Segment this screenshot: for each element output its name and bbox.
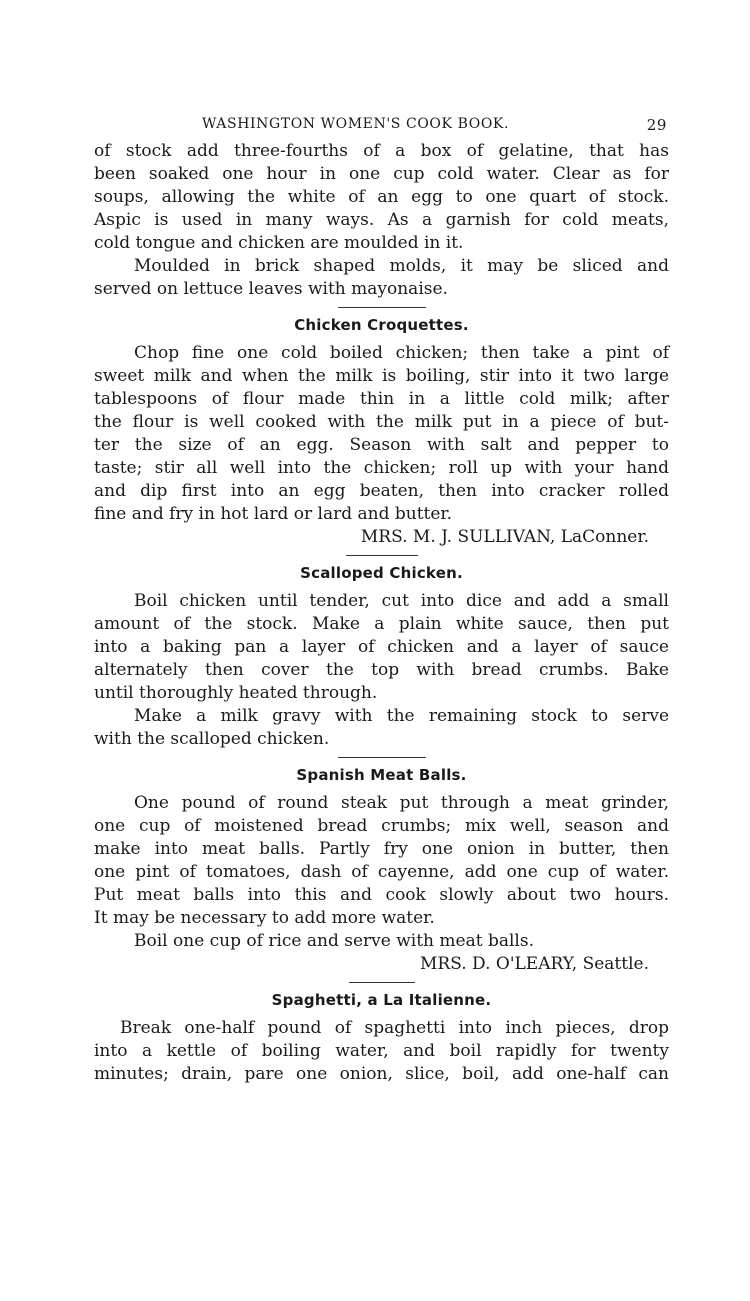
meatballs-signature: MRS. D. O'LEARY, Seattle. [420, 954, 649, 974]
aspic-paragraph-2-cont [94, 278, 669, 301]
text-line: fine and fry in hot lard or lard and butter. [94, 504, 453, 524]
text-line: of stock add three-fourths of a box of gelatine, that has [94, 141, 669, 161]
section-divider [338, 757, 426, 758]
croquettes-paragraph [94, 365, 669, 526]
text-line: soups, allowing the white of an egg to one quart of stock. [94, 187, 669, 207]
text-line: alternately then cover the top with bread crumbs. Bake [94, 660, 669, 680]
recipe-title-spanish-meat-balls: Spanish Meat Balls. [296, 766, 467, 784]
text-line: minutes; drain, pare one onion, slice, boil, add one-half can [94, 1064, 669, 1084]
text-line: Chop fine one cold boiled chicken; then take a pint of [134, 343, 669, 363]
recipe-title-spaghetti: Spaghetti, a La Italienne. [271, 991, 492, 1009]
text-line: ter the size of an egg. Season with salt and pepper to [94, 435, 669, 455]
text-line: one pint of tomatoes, dash of cayenne, add one cup of water. [94, 862, 669, 882]
text-line: Aspic is used in many ways. As a garnish for cold meats, [94, 210, 669, 230]
text-line: served on lettuce leaves with mayonaise. [94, 279, 448, 299]
text-line: amount of the stock. Make a plain white sauce, then put [94, 614, 669, 634]
text-line: the flour is well cooked with the milk put in a piece of but- [94, 412, 669, 432]
text-line: It may be necessary to add more water. [94, 908, 435, 928]
text-line: Make a milk gravy with the remaining stock to serve [134, 706, 669, 726]
meatballs-paragraph-2 [94, 930, 669, 953]
text-line: Break one-half pound of spaghetti into inch pieces, drop [120, 1018, 669, 1038]
text-line: until thoroughly heated through. [94, 683, 378, 703]
text-line: into a baking pan a layer of chicken and a layer of sauce [94, 637, 669, 657]
aspic-paragraph-2 [94, 255, 669, 278]
text-line: tablespoons of flour made thin in a little cold milk; after [94, 389, 669, 409]
meatballs-first-line [94, 792, 669, 815]
croquettes-first-line [94, 342, 669, 365]
recipe-title-scalloped-chicken: Scalloped Chicken. [300, 564, 463, 582]
scalloped-first-line [94, 590, 669, 613]
text-line: Boil one cup of rice and serve with meat balls. [134, 931, 534, 951]
text-line: Put meat balls into this and cook slowly about two hours. [94, 885, 669, 905]
text-line: Boil chicken until tender, cut into dice and add a small [134, 591, 669, 611]
section-divider [346, 555, 418, 556]
text-line: with the scalloped chicken. [94, 729, 330, 749]
text-line: make into meat balls. Partly fry one onion in butter, then [94, 839, 669, 859]
text-line: Moulded in brick shaped molds, it may be sliced and [134, 256, 669, 276]
scalloped-paragraph [94, 613, 669, 705]
page-number: 29 [646, 116, 667, 134]
text-line: and dip first into an egg beaten, then into cracker rolled [94, 481, 669, 501]
section-divider [349, 982, 415, 983]
scalloped-paragraph-2-cont [94, 728, 669, 751]
text-line: sweet milk and when the milk is boiling, stir into it two large [94, 366, 669, 386]
aspic-paragraph [94, 140, 669, 255]
scalloped-paragraph-2 [94, 705, 669, 728]
spaghetti-first-line [94, 1017, 669, 1040]
section-divider [338, 307, 426, 308]
running-title: WASHINGTON WOMEN'S COOK BOOK. [202, 116, 510, 132]
running-head [94, 112, 669, 140]
croquettes-signature: MRS. M. J. SULLIVAN, LaConner. [360, 527, 649, 547]
text-line: One pound of round steak put through a meat grinder, [134, 793, 669, 813]
text-line: into a kettle of boiling water, and boil rapidly for twenty [94, 1041, 669, 1061]
meatballs-paragraph [94, 815, 669, 930]
spaghetti-paragraph [94, 1040, 669, 1086]
text-line: cold tongue and chicken are moulded in it. [94, 233, 464, 253]
text-line: one cup of moistened bread crumbs; mix well, season and [94, 816, 669, 836]
text-line: been soaked one hour in one cup cold water. Clear as for [94, 164, 669, 184]
book-page [94, 112, 669, 1086]
text-line: taste; stir all well into the chicken; roll up with your hand [94, 458, 669, 478]
recipe-title-chicken-croquettes: Chicken Croquettes. [294, 316, 469, 334]
